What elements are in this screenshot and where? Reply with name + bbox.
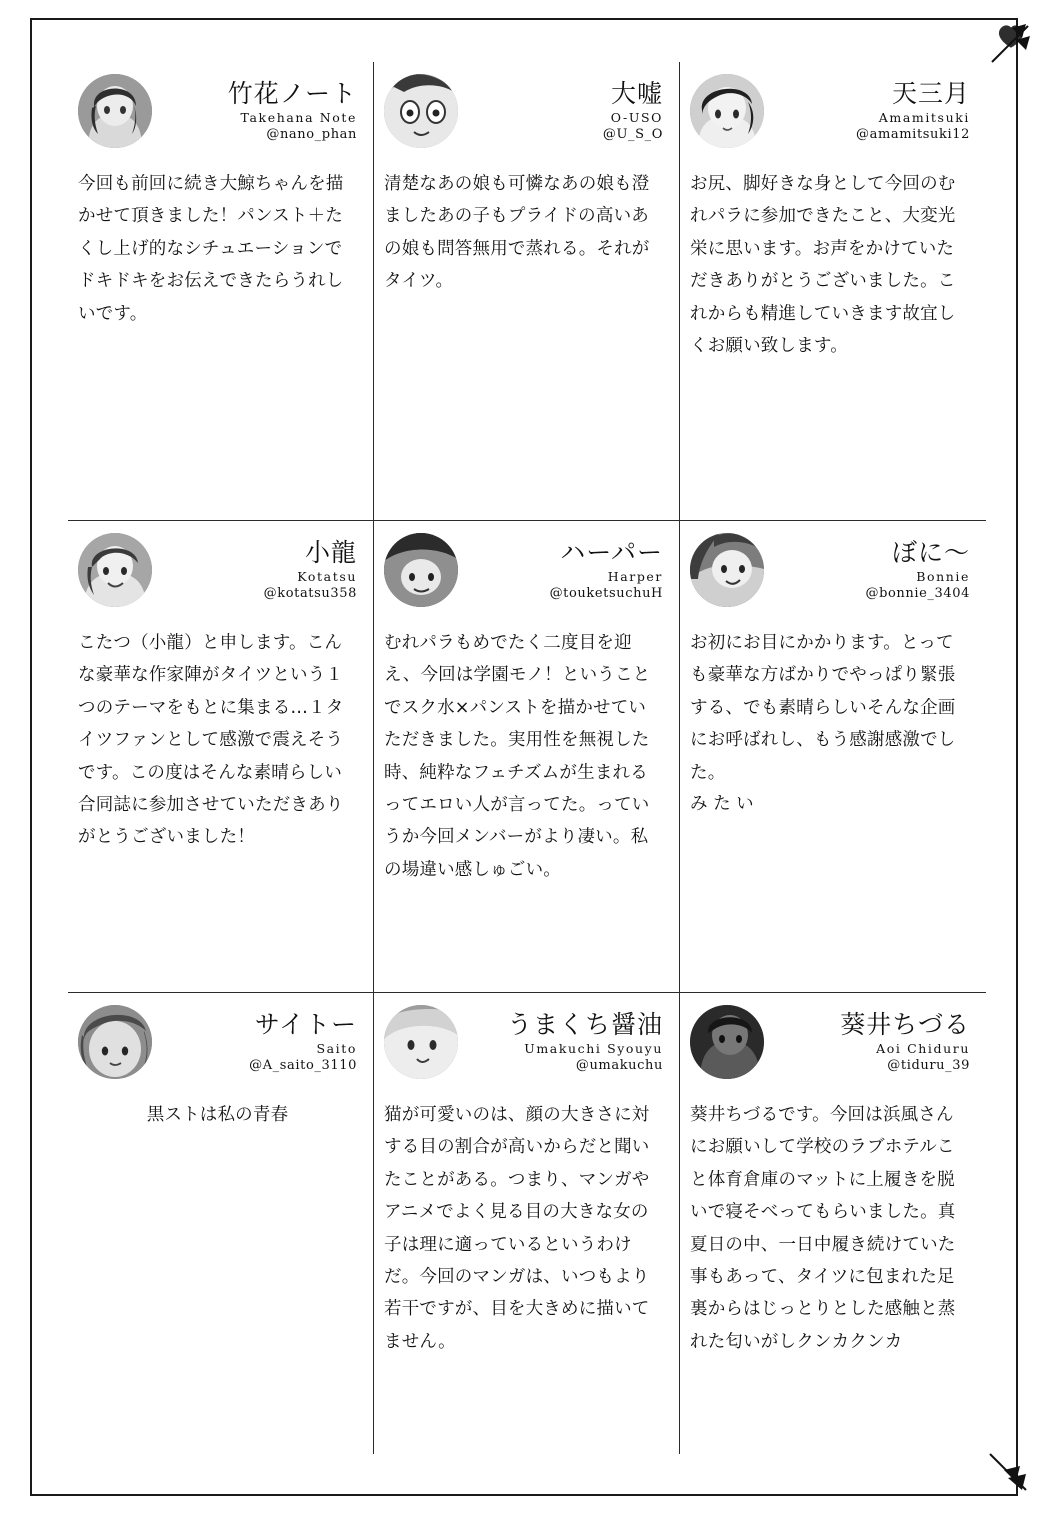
author-card [374, 62, 680, 521]
author-handle[interactable]: @tiduru_39 [887, 1057, 970, 1073]
author-header [690, 527, 970, 613]
author-comment: むれパラもめでたく二度目を迎え、今回は学園モノ！ということでスク水×パンストを描かせていただきました。実用性を無視した時、純粋なフェチズムが生まれるってエロい人が言ってた。っていうか今回メンバーがより凄い。私の場違い感しゅごい。 [384, 633, 651, 880]
author-comment: 葵井ちづるです。今回は浜風さんにお願いして学校のラブホテルこと体育倉庫のマットに上履きを脱いで寝そべってもらいました。真夏日の中、一日中履き続けていた事もあって、タイツに包まれた足裏からはじっとりとした感触と蒸れた匂いがしクンカクンカ [690, 1105, 956, 1352]
author-header [78, 999, 357, 1085]
avatar [78, 533, 152, 607]
avatar [78, 74, 152, 148]
author-jp-name: 天三月 [891, 78, 970, 108]
author-name-block [162, 1011, 357, 1074]
author-header [384, 68, 663, 154]
author-romaji: Saito [316, 1040, 357, 1056]
author-name-block [468, 539, 663, 602]
avatar [384, 1005, 458, 1079]
avatar [384, 74, 458, 148]
author-header [384, 999, 663, 1085]
author-jp-name: 大嘘 [610, 78, 663, 108]
avatar [690, 1005, 764, 1079]
author-card [680, 993, 986, 1454]
author-header [78, 527, 357, 613]
author-comment: 猫が可愛いのは、顔の大きさに対する目の割合が高いからだと聞いたことがある。つまり、マンガやアニメでよく見る目の大きな女の子は理に適っているというわけだ。今回のマンガは、いつもより若干ですが、目を大きめに描いてません。 [384, 1105, 650, 1352]
author-comment: お尻、脚好きな身として今回のむれパラに参加できたこと、大変光栄に思います。お声をかけていただきありがとうございました。これからも精進していきます故宜しくお願い致します。 [690, 174, 956, 356]
author-header [78, 68, 357, 154]
author-card [680, 521, 986, 993]
author-jp-name: ぼに～ [891, 537, 970, 567]
avatar [78, 1005, 152, 1079]
author-romaji: Bonnie [916, 568, 970, 584]
author-comment: お初にお目にかかります。とっても豪華な方ばかりでやっぱり緊張する、でも素晴らしいそんな企画にお呼ばれし、もう感謝感激でした。 [690, 633, 956, 783]
author-name-block [774, 80, 970, 143]
author-jp-name: 葵井ちづる [840, 1009, 970, 1039]
avatar [690, 533, 764, 607]
author-name-block [774, 1011, 970, 1074]
author-handle[interactable]: @nano_phan [266, 126, 357, 142]
author-comment: 今回も前回に続き大鯨ちゃんを描かせて頂きました！パンスト＋たくし上げ的なシチュエーションでドキドキをお伝えできたらうれしいです。 [78, 174, 344, 324]
author-jp-name: 竹花ノート [227, 78, 357, 108]
author-handle[interactable]: @bonnie_3404 [865, 585, 970, 601]
author-jp-name: 小龍 [304, 537, 357, 567]
author-header [384, 527, 663, 613]
author-card [680, 62, 986, 521]
author-handle[interactable]: @kotatsu358 [263, 585, 357, 601]
author-romaji: Takehana Note [240, 109, 357, 125]
author-comment: 黒ストは私の青春 [146, 1105, 289, 1125]
author-handle[interactable]: @U_S_O [602, 126, 663, 142]
author-header [690, 999, 970, 1085]
author-romaji: Harper [607, 568, 663, 584]
bow-ribbon-icon-bottom-right [986, 1450, 1030, 1494]
author-comment-tail: み た い [690, 793, 754, 814]
author-romaji: Aoi Chiduru [876, 1040, 970, 1056]
author-jp-name: ハーパー [560, 537, 663, 567]
author-card [374, 993, 680, 1454]
author-romaji: O-USO [610, 109, 663, 125]
author-handle[interactable]: @A_saito_3110 [249, 1057, 357, 1073]
author-header [690, 68, 970, 154]
author-card [68, 521, 374, 993]
author-name-block [162, 80, 357, 143]
author-name-block [468, 80, 663, 143]
author-card [374, 521, 680, 993]
author-name-block [774, 539, 970, 602]
author-comment: こたつ（小龍）と申します。こんな豪華な作家陣がタイツという１つのテーマをもとに集まる…１タイツファンとして感激で震えそうです。この度はそんな素晴らしい合同誌に参加させていただきありがとうございました！ [78, 633, 344, 848]
author-jp-name: うまくち醤油 [506, 1009, 663, 1039]
author-romaji: Amamitsuki [878, 109, 970, 125]
author-jp-name: サイトー [254, 1009, 357, 1039]
author-card [68, 993, 374, 1454]
author-comments-grid [68, 62, 986, 1454]
author-handle[interactable]: @touketsuchuH [549, 585, 663, 601]
bow-ribbon-icon-top-right [988, 22, 1032, 66]
author-romaji: Kotatsu [297, 568, 357, 584]
avatar [690, 74, 764, 148]
author-handle[interactable]: @umakuchu [575, 1057, 663, 1073]
author-comment: 清楚なあの娘も可憐なあの娘も澄ましたあの子もプライドの高いあの娘も問答無用で蒸れる。それがタイツ。 [384, 174, 650, 292]
author-name-block [468, 1011, 663, 1074]
author-name-block [162, 539, 357, 602]
avatar [384, 533, 458, 607]
author-handle[interactable]: @amamitsuki12 [856, 126, 970, 142]
author-romaji: Umakuchi Syouyu [524, 1040, 663, 1056]
author-card [68, 62, 374, 521]
